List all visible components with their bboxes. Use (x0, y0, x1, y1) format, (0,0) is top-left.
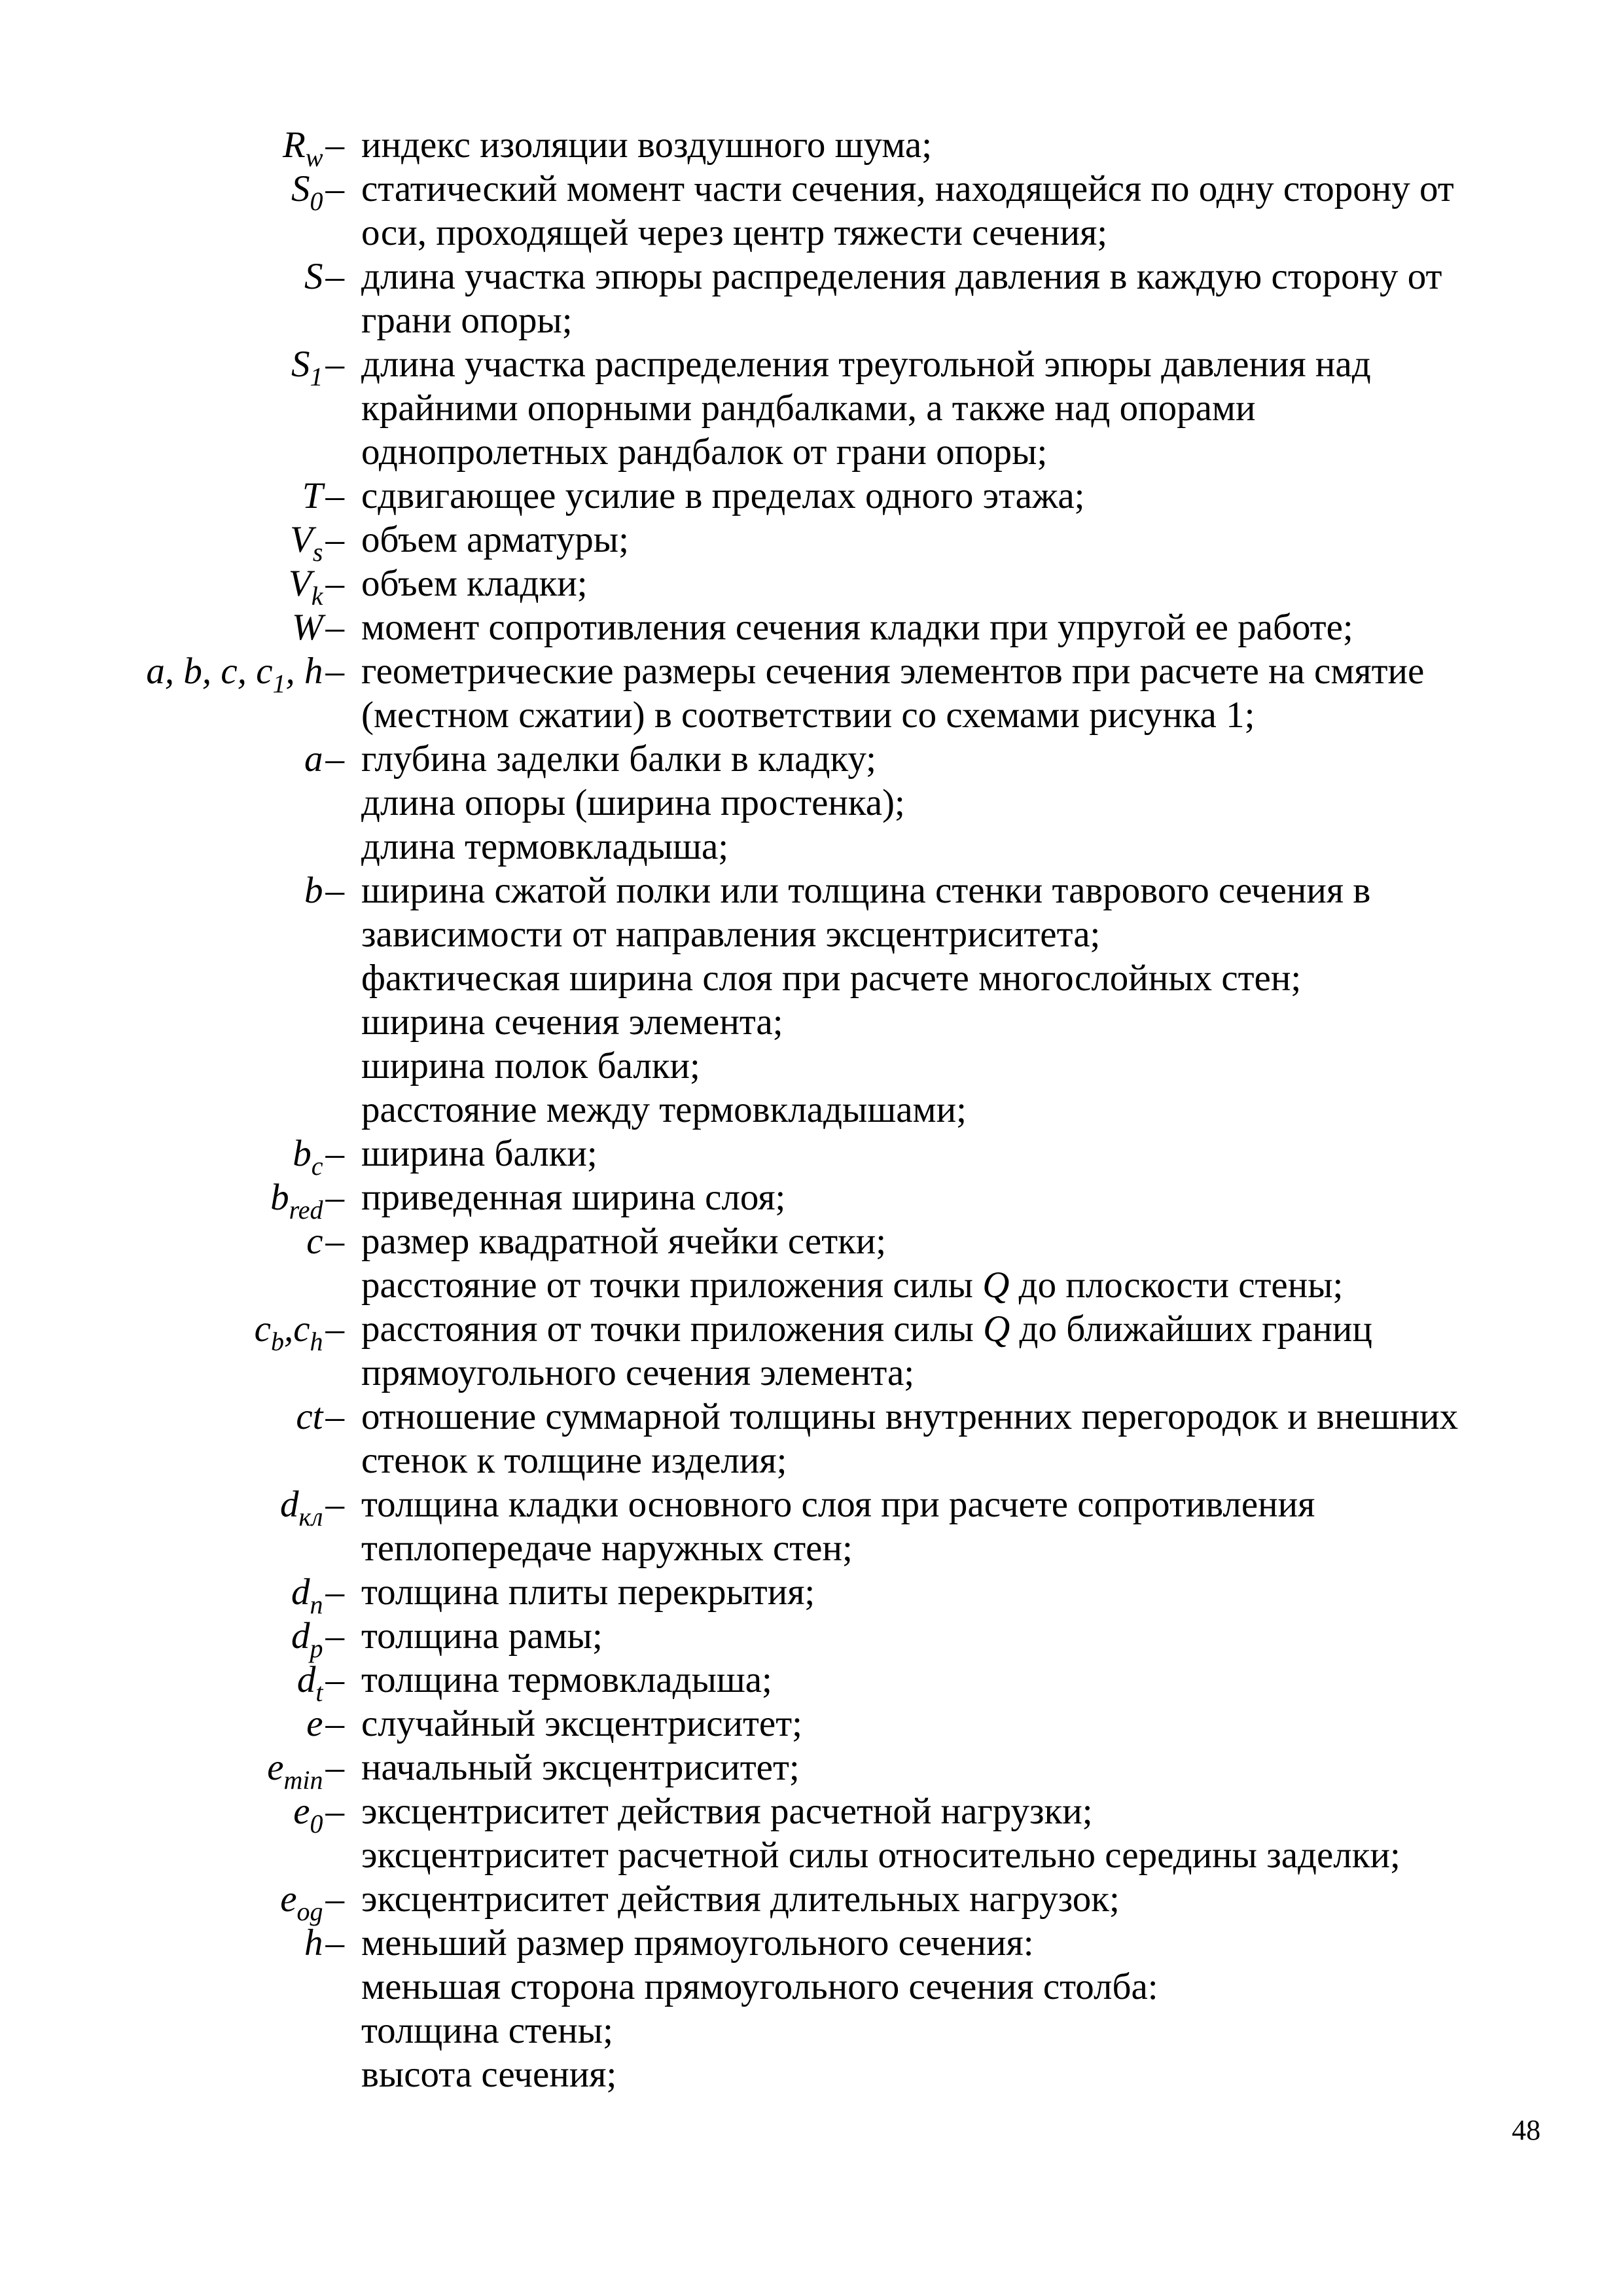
symbol-notation (280, 1484, 323, 1532)
glossary-symbol (0, 1395, 344, 1439)
glossary-entry (0, 605, 1623, 649)
glossary-definition (361, 562, 1539, 605)
glossary-symbol (0, 869, 344, 912)
symbol-base: b (304, 870, 323, 911)
glossary-definition (361, 123, 1539, 167)
glossary-entry (0, 1132, 1623, 1181)
symbol-notation (291, 1615, 323, 1663)
glossary-entry (0, 255, 1623, 342)
definition-line: длина участка эпюры распределения давления в каждую сторону от (361, 256, 1442, 297)
glossary-entry (0, 1746, 1623, 1795)
symbol-notation (290, 519, 323, 567)
glossary-symbol (0, 1219, 344, 1263)
symbol-dash: – (325, 1659, 344, 1700)
glossary-symbol (0, 1877, 344, 1926)
glossary-definition (361, 1132, 1539, 1175)
symbol-base: a (304, 738, 323, 780)
definition-line: геометрические размеры сечения элементов при расчете на смятие (361, 651, 1425, 692)
glossary-entry (0, 1219, 1623, 1307)
symbol-base: V (288, 563, 312, 604)
definition-line: статический момент части сечения, находящейся по одну сторону от (361, 168, 1454, 209)
symbol-notation (280, 1878, 323, 1926)
symbol-subscript: k (311, 581, 323, 611)
glossary-entry (0, 562, 1623, 611)
symbol-subscript: 1 (310, 362, 323, 391)
glossary-entry (0, 518, 1623, 567)
definition-line: фактическая ширина слоя при расчете многослойных стен; (361, 958, 1302, 999)
symbol-base: e (267, 1747, 284, 1788)
glossary-symbol (0, 255, 344, 298)
glossary-symbol (0, 1702, 344, 1746)
symbol-notation (282, 124, 323, 172)
definition-line: зависимости от направления эксцентриситета; (361, 914, 1101, 955)
symbol-base: , h (285, 651, 323, 692)
glossary-symbol (0, 1132, 344, 1181)
symbol-subscript: n (310, 1590, 323, 1619)
symbol-base: e (306, 1703, 323, 1744)
glossary-definition (361, 1746, 1539, 1789)
glossary-symbol (0, 737, 344, 781)
glossary-entry (0, 1658, 1623, 1707)
definition-line: толщина рамы; (361, 1615, 603, 1657)
symbol-base: T (302, 475, 323, 516)
symbol-notation (306, 1221, 323, 1262)
glossary-definition (361, 649, 1539, 737)
glossary-symbol (0, 123, 344, 172)
symbol-notation (302, 475, 323, 516)
symbol-dash: – (325, 168, 344, 209)
symbol-base: W (292, 607, 323, 648)
symbol-glossary (0, 123, 1623, 2096)
symbol-dash: – (325, 870, 344, 911)
definition-line: стенок к толщине изделия; (361, 1440, 787, 1481)
glossary-entry (0, 1307, 1623, 1395)
symbol-notation (267, 1747, 323, 1795)
symbol-base: S (291, 344, 310, 385)
symbol-base: c (254, 1308, 271, 1350)
glossary-entry (0, 1570, 1623, 1619)
glossary-definition (361, 1482, 1539, 1570)
glossary-symbol (0, 518, 344, 567)
glossary-entry (0, 474, 1623, 518)
glossary-symbol (0, 1570, 344, 1619)
symbol-notation (293, 1791, 323, 1839)
symbol-subscript: og (296, 1897, 323, 1926)
symbol-subscript: w (305, 143, 323, 172)
glossary-definition (361, 1307, 1539, 1395)
symbol-notation (304, 1922, 323, 1964)
glossary-definition (361, 1614, 1539, 1658)
definition-line: начальный эксцентриситет; (361, 1747, 800, 1788)
glossary-symbol (0, 1614, 344, 1663)
glossary-symbol (0, 474, 344, 518)
symbol-dash: – (325, 1703, 344, 1744)
symbol-dash: – (325, 1221, 344, 1262)
glossary-entry (0, 1877, 1623, 1926)
symbol-subscript: p (310, 1634, 323, 1663)
glossary-entry (0, 123, 1623, 172)
definition-line: (местном сжатии) в соответствии со схемами рисунка 1; (361, 694, 1255, 736)
glossary-entry (0, 737, 1623, 869)
symbol-subscript: min (283, 1765, 323, 1795)
symbol-base: S (304, 256, 323, 297)
glossary-definition (361, 1789, 1539, 1877)
symbol-notation (293, 1133, 323, 1181)
glossary-entry (0, 167, 1623, 255)
symbol-dash: – (325, 1615, 344, 1657)
definition-line: толщина стены; (361, 2010, 613, 2051)
definition-line: меньшая сторона прямоугольного сечения столба: (361, 1966, 1158, 2007)
glossary-definition (361, 1395, 1539, 1482)
force-symbol: Q (983, 1308, 1010, 1350)
definition-line: длина термовкладыша; (361, 826, 729, 867)
symbol-dash: – (325, 475, 344, 516)
symbol-dash: – (325, 651, 344, 692)
force-symbol: Q (982, 1265, 1010, 1306)
symbol-base: d (291, 1615, 310, 1657)
glossary-entry (0, 1175, 1623, 1225)
glossary-definition (361, 1877, 1539, 1921)
definition-line: грани опоры; (361, 300, 573, 341)
glossary-definition (361, 605, 1539, 649)
symbol-subscript: кл (298, 1502, 323, 1532)
symbol-subscript: b (270, 1327, 284, 1356)
definition-line: ширина балки; (361, 1133, 597, 1174)
symbol-notation (296, 1396, 323, 1437)
definition-line: момент сопротивления сечения кладки при упругой ее работе; (361, 607, 1353, 648)
definition-line: индекс изоляции воздушного шума; (361, 124, 933, 166)
glossary-definition (361, 255, 1539, 342)
symbol-dash: – (325, 1922, 344, 1964)
glossary-definition (361, 1570, 1539, 1614)
definition-line: глубина заделки балки в кладку; (361, 738, 877, 780)
symbol-dash: – (325, 1308, 344, 1350)
symbol-notation (296, 1659, 323, 1707)
symbol-base: d (280, 1484, 299, 1525)
glossary-symbol (0, 1789, 344, 1839)
symbol-dash: – (325, 1747, 344, 1788)
glossary-symbol (0, 1921, 344, 1965)
symbol-notation (304, 870, 323, 911)
definition-line: сдвигающее усилие в пределах одного этажа; (361, 475, 1085, 516)
symbol-subscript: 1 (272, 669, 286, 698)
glossary-symbol (0, 342, 344, 391)
symbol-notation (291, 168, 323, 216)
glossary-symbol (0, 1307, 344, 1356)
symbol-base: d (296, 1659, 316, 1700)
definition-line: толщина термовкладыша; (361, 1659, 772, 1700)
page-number: 48 (1512, 2114, 1541, 2146)
glossary-definition (361, 1658, 1539, 1702)
glossary-definition (361, 1219, 1539, 1307)
symbol-notation (146, 651, 323, 698)
definition-line: расстояние между термовкладышами; (361, 1089, 967, 1130)
glossary-definition (361, 1175, 1539, 1219)
symbol-subscript: h (310, 1327, 323, 1356)
definition-line: ширина сечения элемента; (361, 1001, 783, 1043)
definition-line: толщина кладки основного слоя при расчете сопротивления (361, 1484, 1315, 1525)
glossary-symbol (0, 649, 344, 698)
symbol-base: S (291, 168, 310, 209)
symbol-subscript: c (311, 1151, 323, 1181)
symbol-base: h (304, 1922, 323, 1964)
symbol-subscript: s (312, 537, 323, 567)
symbol-base: a, b, c, c (146, 651, 273, 692)
definition-line: расстояния от точки приложения силы Q до ближайших границ (361, 1308, 1372, 1350)
glossary-entry (0, 1789, 1623, 1877)
glossary-definition (361, 518, 1539, 562)
symbol-dash: – (325, 1396, 344, 1437)
definition-line: объем кладки; (361, 563, 588, 604)
definition-line: отношение суммарной толщины внутренних перегородок и внешних (361, 1396, 1459, 1437)
symbol-dash: – (325, 563, 344, 604)
symbol-subscript: 0 (310, 187, 323, 216)
symbol-dash: – (325, 1133, 344, 1174)
symbol-notation (288, 563, 323, 611)
symbol-dash: – (325, 256, 344, 297)
symbol-subscript: red (289, 1195, 323, 1225)
definition-line: эксцентриситет действия длительных нагрузок; (361, 1878, 1120, 1920)
definition-line: расстояние от точки приложения силы Q до плоскости стены; (361, 1265, 1344, 1306)
definition-line: длина опоры (ширина простенка); (361, 782, 905, 823)
glossary-entry (0, 1921, 1623, 2096)
symbol-dash: – (325, 1484, 344, 1525)
definition-line: ширина полок балки; (361, 1045, 700, 1086)
definition-line: случайный эксцентриситет; (361, 1703, 802, 1744)
symbol-dash: – (325, 1791, 344, 1832)
symbol-base: b (270, 1177, 289, 1218)
symbol-dash: – (325, 738, 344, 780)
definition-line: оси, проходящей через центр тяжести сечения; (361, 212, 1108, 253)
symbol-dash: – (325, 1177, 344, 1218)
definition-line: объем арматуры; (361, 519, 629, 560)
glossary-entry (0, 869, 1623, 1132)
symbol-base: e (293, 1791, 310, 1832)
definition-line: однопролетных рандбалок от грани опоры; (361, 431, 1048, 473)
symbol-subscript: t (315, 1677, 323, 1707)
definition-line: ширина сжатой полки или толщина стенки таврового сечения в (361, 870, 1371, 911)
glossary-symbol (0, 167, 344, 216)
glossary-definition (361, 737, 1539, 869)
symbol-notation (291, 344, 323, 391)
glossary-definition (361, 1702, 1539, 1746)
definition-line: эксцентриситет действия расчетной нагрузки; (361, 1791, 1093, 1832)
symbol-dash: – (325, 344, 344, 385)
definition-line: толщина плиты перекрытия; (361, 1571, 815, 1613)
glossary-entry (0, 1395, 1623, 1482)
definition-line: высота сечения; (361, 2054, 617, 2095)
glossary-entry (0, 1702, 1623, 1746)
glossary-entry (0, 342, 1623, 474)
symbol-base: b (293, 1133, 312, 1174)
symbol-dash: – (325, 124, 344, 166)
definition-line: крайними опорными рандбалками, а также над опорами (361, 387, 1256, 429)
symbol-dash: – (325, 519, 344, 560)
symbol-subscript: 0 (310, 1809, 323, 1839)
symbol-notation (291, 1571, 323, 1619)
symbol-base: ct (296, 1396, 323, 1437)
glossary-definition (361, 167, 1539, 255)
glossary-symbol (0, 1658, 344, 1707)
symbol-base: V (290, 519, 313, 560)
symbol-notation (304, 256, 323, 297)
symbol-base: d (291, 1571, 310, 1613)
definition-line: размер квадратной ячейки сетки; (361, 1221, 887, 1262)
symbol-base: R (282, 124, 306, 166)
symbol-notation (254, 1308, 323, 1356)
glossary-symbol (0, 1482, 344, 1532)
symbol-base: e (280, 1878, 297, 1920)
glossary-definition (361, 342, 1539, 474)
definition-line: длина участка распределения треугольной эпюры давления над (361, 344, 1371, 385)
glossary-entry (0, 1614, 1623, 1663)
glossary-symbol (0, 605, 344, 649)
glossary-definition (361, 474, 1539, 518)
definition-line: эксцентриситет расчетной силы относительно середины заделки; (361, 1835, 1400, 1876)
glossary-entry (0, 1482, 1623, 1570)
symbol-dash: – (325, 1571, 344, 1613)
symbol-base: ,c (283, 1308, 310, 1350)
glossary-definition (361, 1921, 1539, 2096)
symbol-dash: – (325, 607, 344, 648)
glossary-symbol (0, 1746, 344, 1795)
symbol-notation (292, 607, 323, 648)
symbol-notation (270, 1177, 323, 1225)
definition-line: теплопередаче наружных стен; (361, 1528, 853, 1569)
definition-line: меньший размер прямоугольного сечения: (361, 1922, 1034, 1964)
symbol-base: c (306, 1221, 323, 1262)
definition-line: приведенная ширина слоя; (361, 1177, 786, 1218)
glossary-symbol (0, 562, 344, 611)
glossary-symbol (0, 1175, 344, 1225)
glossary-definition (361, 869, 1539, 1132)
symbol-dash: – (325, 1878, 344, 1920)
glossary-entry (0, 649, 1623, 737)
symbol-notation (304, 738, 323, 780)
symbol-notation (306, 1703, 323, 1744)
definition-line: прямоугольного сечения элемента; (361, 1352, 915, 1393)
